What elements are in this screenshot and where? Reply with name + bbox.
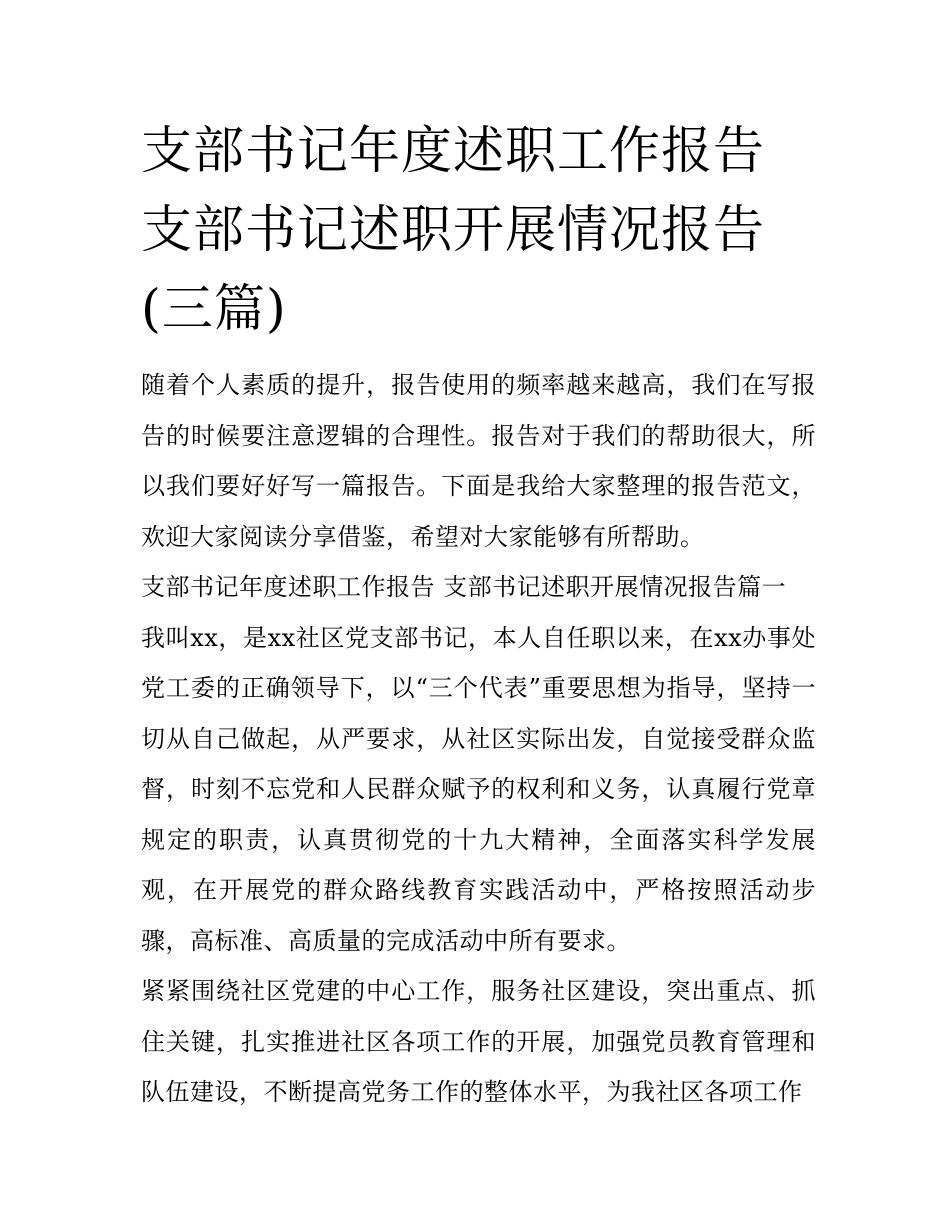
intro-paragraph: 随着个人素质的提升，报告使用的频率越来越高，我们在写报告的时候要注意逻辑的合理性。报告对于我们的帮助很大，所以我们要好好写一篇报告。下面是我给大家整理的报告范文，欢迎大家阅读分享借鉴，希望对大家能够有所帮助。 xyxy=(141,371,816,551)
document-page xyxy=(141,112,816,1118)
body-paragraph: 紧紧围绕社区党建的中心工作，服务社区建设，突出重点、抓住关键，扎实推进社区各项工作的开展，加强党员教育管理和队伍建设，不断提高党务工作的整体水平，为我社区各项工作 xyxy=(141,977,816,1106)
section-heading: 支部书记年度述职工作报告 支部书记述职开展情况报告篇一 xyxy=(141,573,787,601)
body-paragraph: 我叫xx，是xx社区党支部书记，本人自任职以来，在xx办事处党工委的正确领导下，以“三个代表”重要思想为指导，坚持一切从自己做起，从严要求，从社区实际出发，自觉接受群众监督，时刻不忘党和人民群众赋予的权利和义务，认真履行党章规定的职责，认真贯彻党的十九大精神，全面落实科学发展观，在开展党的群众路线教育实践活动中，严格按照活动步骤，高标准、高质量的完成活动中所有要求。 xyxy=(141,623,816,955)
document-title: 支部书记年度述职工作报告 支部书记述职开展情况报告(三篇) xyxy=(141,122,766,339)
